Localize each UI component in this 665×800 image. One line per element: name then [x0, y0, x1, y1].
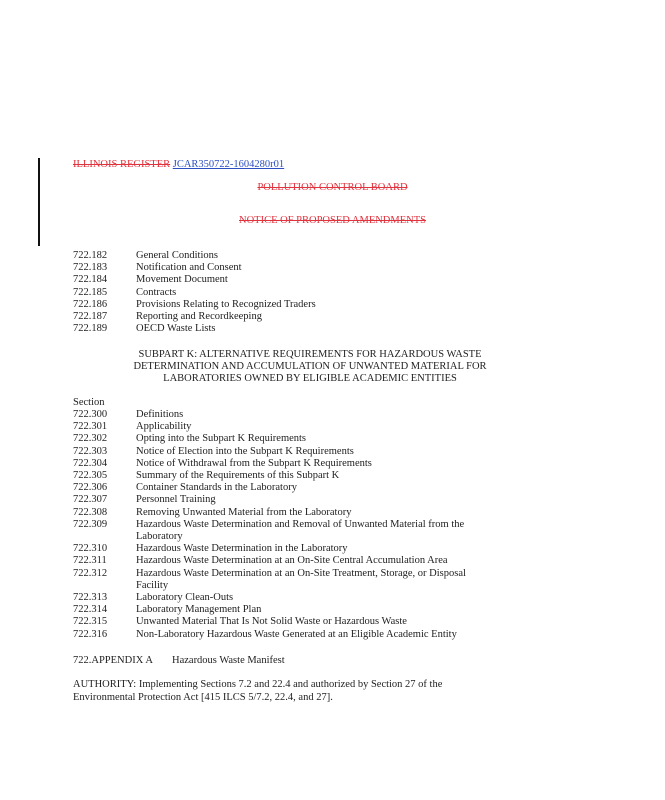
toc-entry: [73, 568, 481, 592]
toc-entry-number: 722.313: [73, 592, 108, 604]
toc-entry: [73, 274, 481, 286]
toc-entry: [73, 482, 481, 494]
toc-entry-number: 722.312: [73, 567, 108, 579]
toc-entry: [73, 494, 481, 506]
toc-entry-number: 722.311: [73, 555, 107, 567]
toc-entry-title: Laboratory Clean-Outs: [136, 592, 234, 604]
toc-entry-title: Hazardous Waste Determination in the Laboratory: [136, 543, 348, 555]
toc-entry-title: Unwanted Material That Is Not Solid Waste or Hazardous Waste: [136, 616, 407, 628]
toc-entry-title: Removing Unwanted Material from the Laboratory: [136, 506, 352, 518]
toc-entry: [73, 433, 481, 445]
toc-entry-title: Opting into the Subpart K Requirements: [136, 433, 307, 445]
toc-entry: [73, 299, 481, 311]
toc-entry: [73, 409, 481, 421]
toc-entry-title: Hazardous Waste Determination at an On-Site Central Accumulation Area: [136, 555, 448, 567]
revision-bar: [38, 158, 40, 246]
appendix-number: 722.APPENDIX A: [73, 655, 153, 666]
register-struck-text: ILLINOIS REGISTER: [73, 159, 171, 170]
toc-entry: [73, 555, 481, 567]
toc-entry: [73, 507, 481, 519]
authority-note: AUTHORITY: Implementing Sections 7.2 and 22.4 and authorized by Section 27 of the Environmental Protection Act [415 ILCS 5/7.2, 22.4, and 27].: [73, 679, 443, 703]
toc-entry-number: 722.316: [73, 628, 108, 640]
toc-entry-number: 722.183: [73, 262, 108, 274]
toc-entry-title: Notice of Withdrawal from the Subpart K Requirements: [136, 457, 372, 469]
toc-entry: [73, 250, 481, 262]
toc-entry-number: 722.309: [73, 518, 108, 530]
toc-entry-title: OECD Waste Lists: [136, 323, 216, 335]
toc-entry-number: 722.185: [73, 286, 108, 298]
appendix-entry: [73, 655, 285, 666]
toc-entry-title: General Conditions: [136, 250, 218, 261]
toc-entry: [73, 446, 481, 458]
toc-entry-number: 722.187: [73, 311, 108, 323]
toc-entry: [73, 519, 481, 543]
toc-entry-number: 722.315: [73, 616, 108, 628]
toc-entry-title: Movement Document: [136, 274, 228, 286]
toc-entry-number: 722.186: [73, 298, 108, 310]
toc-entry-title: Applicability: [136, 421, 192, 433]
toc-top-list: [73, 250, 481, 335]
toc-entry-title: Container Standards in the Laboratory: [136, 482, 297, 494]
toc-entry-title: Personnel Training: [136, 494, 216, 506]
subpart-k-line2: DETERMINATION AND ACCUMULATION OF UNWANTED MATERIAL FOR: [133, 361, 487, 372]
notice-title: NOTICE OF PROPOSED AMENDMENTS: [239, 215, 426, 226]
board-title: POLLUTION CONTROL BOARD: [257, 182, 408, 193]
toc-entry-title: Non-Laboratory Hazardous Waste Generated at an Eligible Academic Entity: [136, 628, 457, 640]
toc-entry-number: 722.184: [73, 274, 108, 286]
toc-entry-number: 722.314: [73, 604, 108, 616]
toc-entry: [73, 616, 481, 628]
toc-entry-number: 722.308: [73, 506, 108, 518]
toc-entry-number: 722.302: [73, 433, 108, 445]
toc-entry-number: 722.305: [73, 470, 108, 482]
toc-entry-title: Summary of the Requirements of this Subpart K: [136, 470, 340, 482]
section-label: Section: [73, 397, 105, 408]
toc-entry-number: 722.300: [73, 409, 108, 420]
register-header: [73, 158, 284, 171]
toc-entry-number: 722.301: [73, 421, 108, 433]
toc-entry-number: 722.182: [73, 250, 108, 261]
toc-entry: [73, 323, 481, 335]
toc-entry: [73, 543, 481, 555]
toc-entry: [73, 262, 481, 274]
toc-entry: [73, 311, 481, 323]
toc-entry-title: Hazardous Waste Determination at an On-Site Treatment, Storage, or Disposal Facility: [136, 567, 466, 591]
toc-entry: [73, 629, 481, 641]
toc-entry: [73, 592, 481, 604]
toc-entry-number: 722.306: [73, 482, 108, 494]
toc-entry-number: 722.189: [73, 323, 108, 335]
toc-entry-title: Laboratory Management Plan: [136, 604, 262, 616]
toc-entry-title: Reporting and Recordkeeping: [136, 311, 262, 323]
register-inserted-text: JCAR350722-1604280r01: [172, 159, 285, 170]
toc-entry-title: Notice of Election into the Subpart K Requirements: [136, 445, 354, 457]
toc-entry: [73, 470, 481, 482]
subpart-k-line3: LABORATORIES OWNED BY ELIGIBLE ACADEMIC ENTITIES: [163, 373, 457, 384]
subpart-k-line1: SUBPART K: ALTERNATIVE REQUIREMENTS FOR HAZARDOUS WASTE: [138, 349, 482, 360]
toc-entry: [73, 421, 481, 433]
toc-entry: [73, 458, 481, 470]
toc-entry-title: Hazardous Waste Determination and Removal of Unwanted Material from the Laboratory: [136, 518, 465, 543]
toc-entry-title: Provisions Relating to Recognized Traders: [136, 298, 316, 310]
toc-entry-number: 722.307: [73, 494, 108, 506]
toc-entry-number: 722.304: [73, 457, 108, 469]
toc-subpart-k-list: [73, 409, 481, 641]
appendix-title: Hazardous Waste Manifest: [172, 655, 285, 666]
toc-entry-title: Contracts: [136, 286, 177, 298]
toc-entry-number: 722.303: [73, 445, 108, 457]
toc-entry: [73, 604, 481, 616]
toc-entry-title: Notification and Consent: [136, 262, 242, 274]
toc-entry-title: Definitions: [136, 409, 184, 420]
subpart-k-heading: [80, 349, 540, 385]
toc-entry-number: 722.310: [73, 543, 108, 555]
toc-entry: [73, 287, 481, 299]
